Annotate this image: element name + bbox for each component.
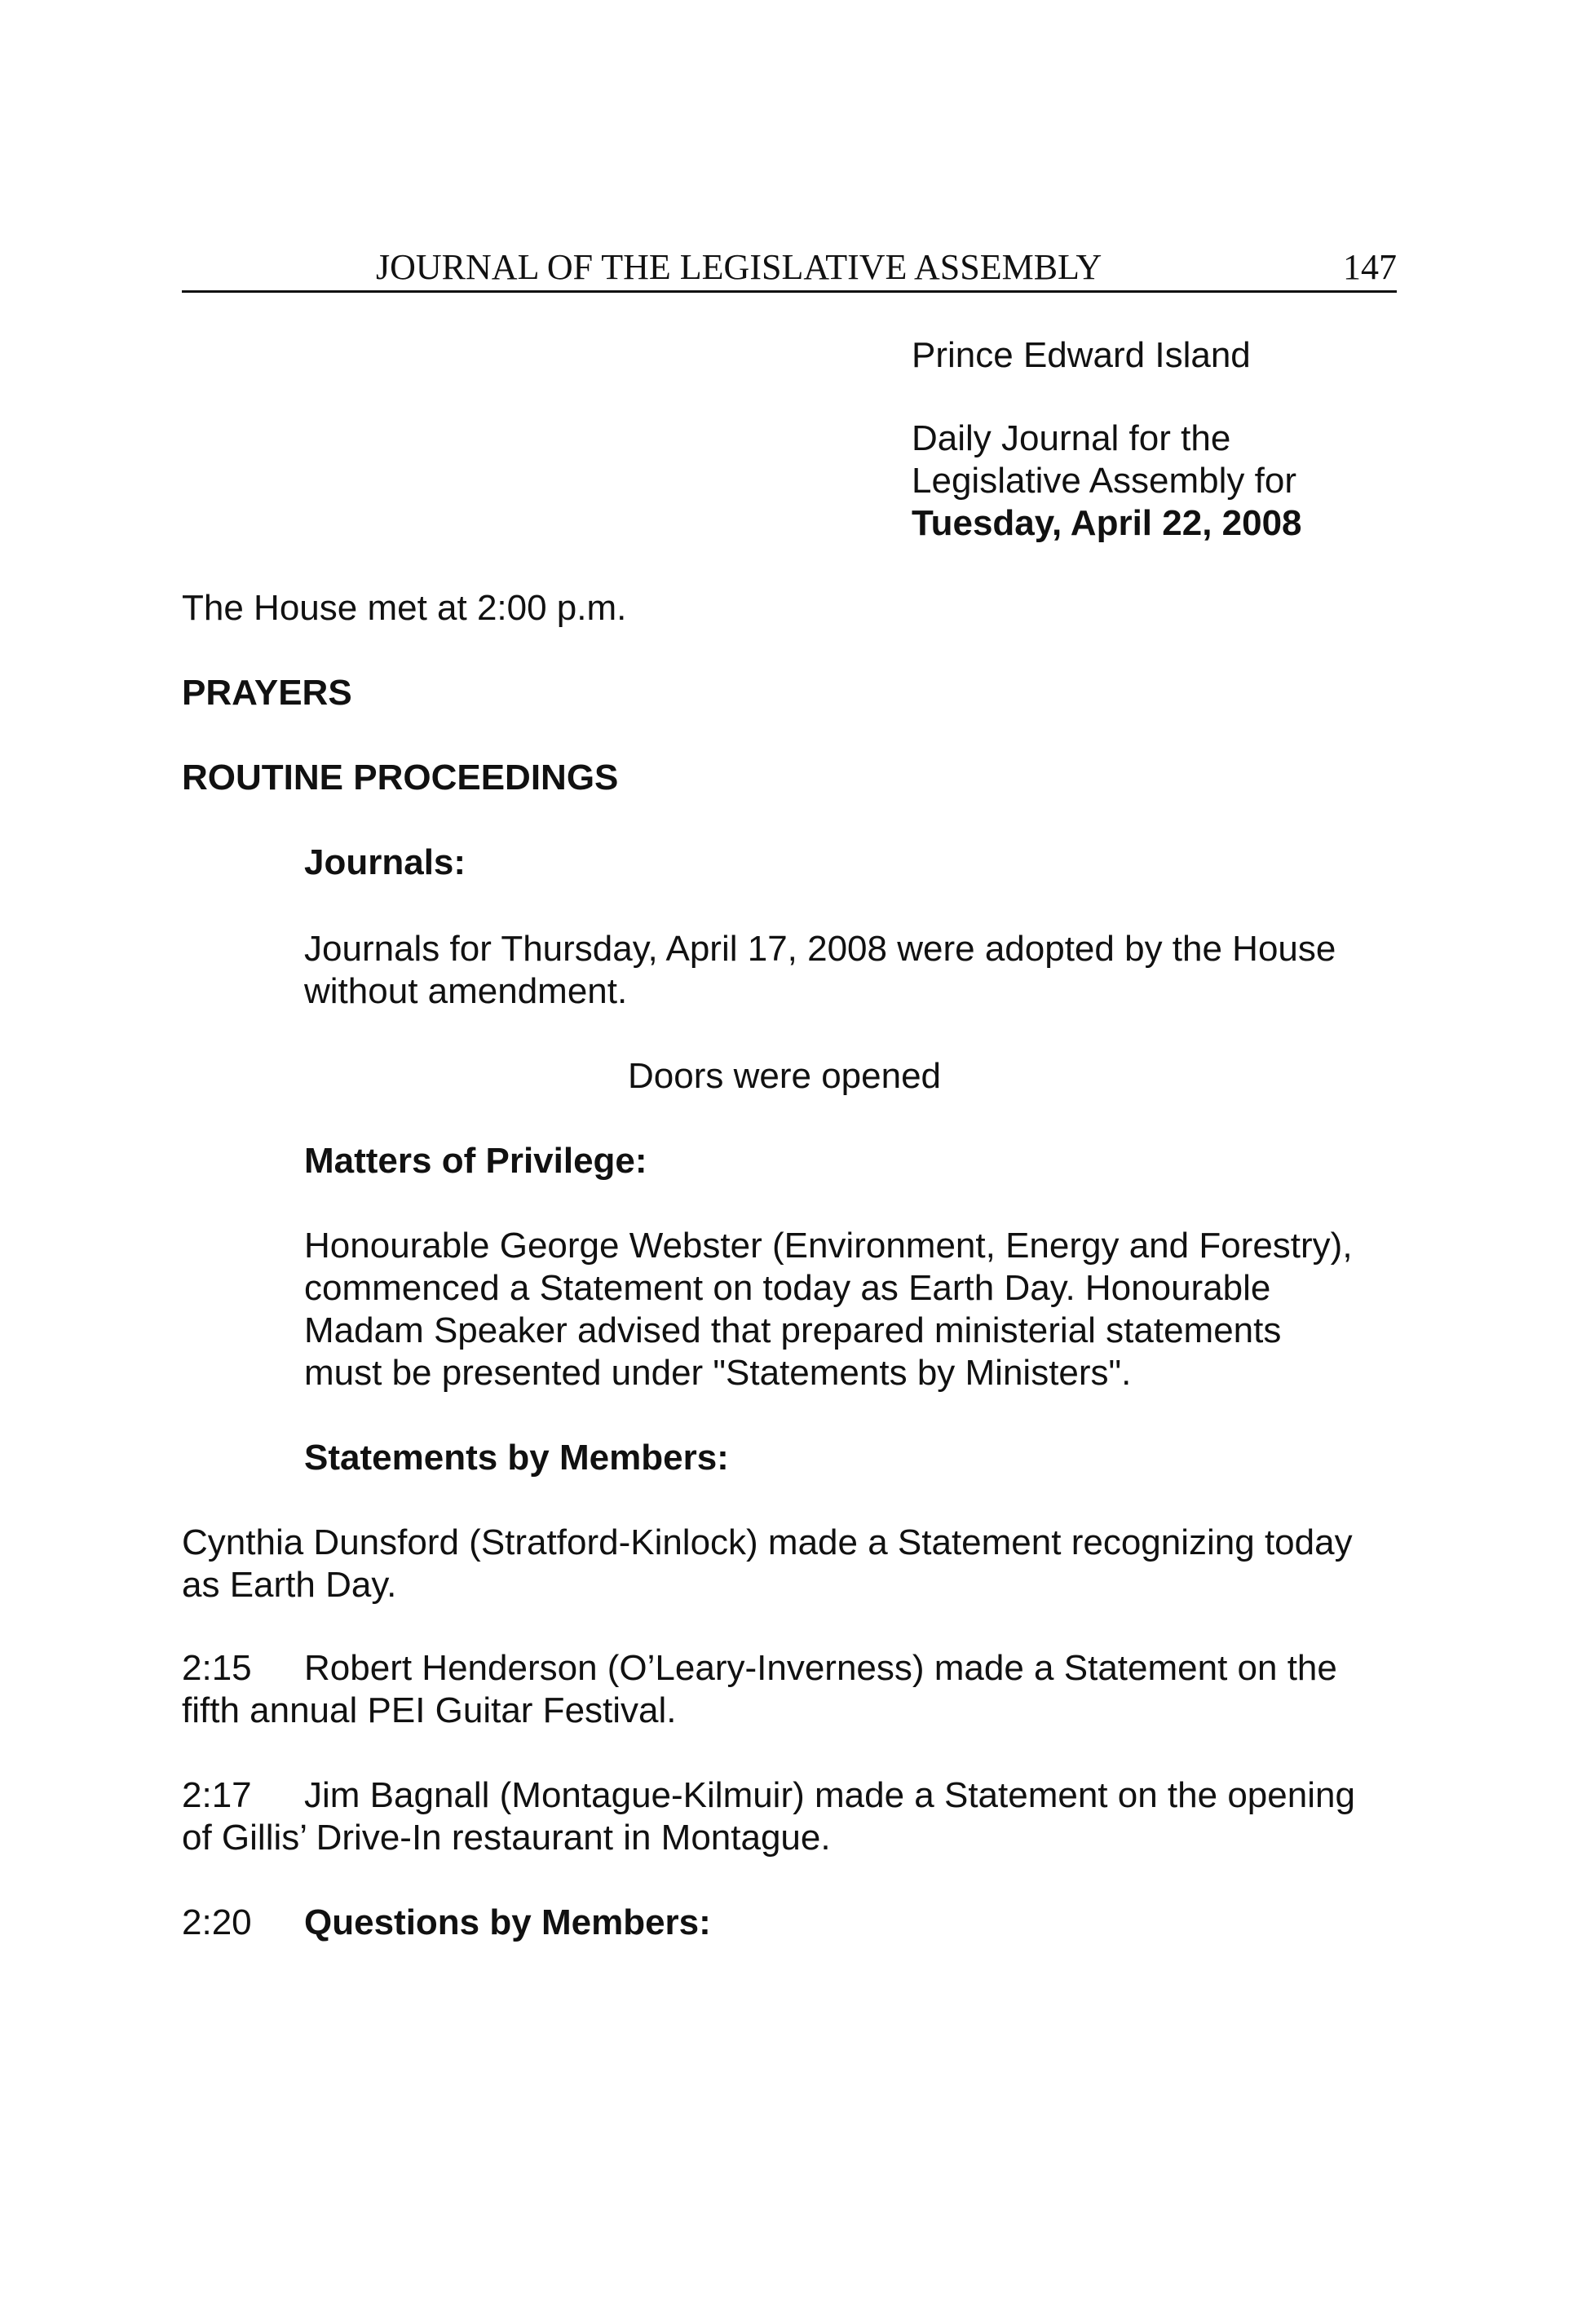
statement-3-time: 2:17 [182, 1775, 252, 1815]
page-header [182, 245, 1397, 293]
page-number: 147 [1343, 247, 1397, 287]
sitting-date: Tuesday, April 22, 2008 [912, 503, 1302, 543]
statement-3-line-1: Jim Bagnall (Montague-Kilmuir) made a Statement on the opening [304, 1775, 1355, 1815]
privilege-line-1: Honourable George Webster (Environment, Energy and Forestry), [304, 1226, 1353, 1266]
questions-heading: Questions by Members: [304, 1902, 711, 1942]
header-title: JOURNAL OF THE LEGISLATIVE ASSEMBLY [376, 247, 1102, 287]
statement-3-line-2: of Gillis’ Drive-In restaurant in Montague. [182, 1818, 831, 1858]
statement-1-line-1: Cynthia Dunsford (Stratford-Kinlock) made a Statement recognizing today [182, 1522, 1353, 1562]
privilege-heading: Matters of Privilege: [304, 1141, 647, 1181]
journals-line-2: without amendment. [304, 971, 628, 1011]
journals-paragraph [304, 928, 1336, 1013]
statement-1-line-2: as Earth Day. [182, 1565, 397, 1605]
journals-heading: Journals: [304, 842, 466, 882]
privilege-line-2: commenced a Statement on today as Earth Day. Honourable [304, 1268, 1271, 1308]
privilege-paragraph [304, 1225, 1353, 1394]
routine-proceedings-heading: ROUTINE PROCEEDINGS [182, 758, 619, 797]
province-name: Prince Edward Island [912, 335, 1251, 375]
opening-statement: The House met at 2:00 p.m. [182, 588, 627, 628]
statements-heading: Statements by Members: [304, 1438, 729, 1478]
statement-item-1 [182, 1522, 1353, 1606]
statement-2-line-2: fifth annual PEI Guitar Festival. [182, 1690, 677, 1730]
journals-line-1: Journals for Thursday, April 17, 2008 were adopted by the House [304, 929, 1336, 969]
doors-opened-note: Doors were opened [628, 1056, 942, 1096]
privilege-line-4: must be presented under "Statements by Ministers". [304, 1353, 1132, 1393]
dateline-block [912, 418, 1302, 545]
statement-2-line-1: Robert Henderson (O’Leary-Inverness) made a Statement on the [304, 1648, 1337, 1688]
statement-2-time: 2:15 [182, 1648, 252, 1688]
privilege-line-3: Madam Speaker advised that prepared ministerial statements [304, 1310, 1282, 1350]
prayers-heading: PRAYERS [182, 673, 352, 713]
statement-item-2 [182, 1647, 1337, 1732]
dateline-line-2: Legislative Assembly for [912, 461, 1296, 501]
statement-item-3 [182, 1774, 1355, 1859]
questions-time: 2:20 [182, 1902, 252, 1942]
dateline-line-1: Daily Journal for the [912, 418, 1231, 458]
